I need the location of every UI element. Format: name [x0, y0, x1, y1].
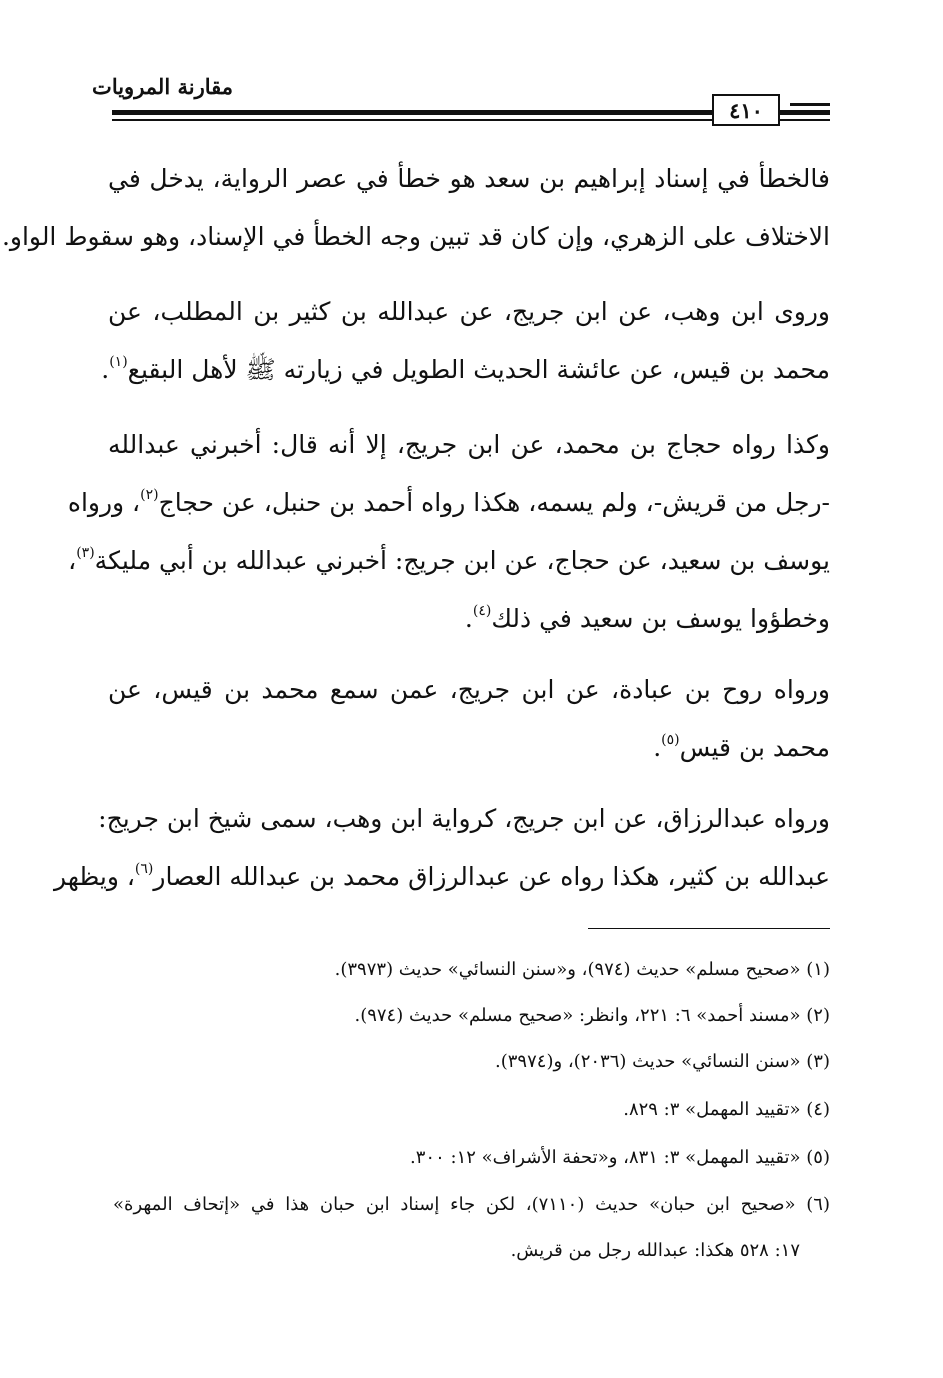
text-segment: ، ورواه	[67, 488, 141, 517]
footnote-5: (٥) «تقييد المهمل» ٣: ٨٣١، و«تحفة الأشراف» ١٢: ٣٠٠.	[410, 1147, 830, 1168]
footnote-ref-3[interactable]: (٣)	[76, 545, 95, 561]
footnote-6-continuation: ١٧: ٥٢٨ هكذا: عبدالله رجل من قريش.	[510, 1240, 800, 1261]
footnote-ref-2[interactable]: (٢)	[140, 487, 159, 503]
footnote-4: (٤) «تقييد المهمل» ٣: ٨٢٩.	[623, 1099, 830, 1120]
text-segment: عبدالله بن كثير، هكذا رواه عن عبدالرزاق محمد بن عبدالله العصار	[153, 862, 830, 891]
text-segment: .	[101, 355, 110, 384]
text-segment: ،	[68, 546, 77, 575]
text-line: ورواه روح بن عبادة، عن ابن جريج، عمن سمع محمد بن قيس، عن	[108, 675, 830, 704]
paragraph-3	[67, 416, 830, 648]
footnote-ref-4[interactable]: (٤)	[472, 603, 492, 619]
text-line	[68, 532, 830, 590]
footnote-2: (٢) «مسند أحمد» ٦: ٢٢١، وانظر: «صحيح مسلم» حديث (٩٧٤).	[354, 1005, 830, 1026]
footnote-6: (٦) «صحيح ابن حبان» حديث (٧١١٠)، لكن جاء إسناد ابن حبان هذا في «إتحاف المهرة»	[113, 1194, 830, 1215]
text-segment: .	[464, 604, 473, 633]
text-line: وروى ابن وهب، عن ابن جريج، عن عبدالله بن كثير بن المطلب، عن	[108, 297, 830, 326]
footnote-ref-1[interactable]: (١)	[109, 354, 128, 370]
text-line: فالخطأ في إسناد إبراهيم بن سعد هو خطأ في عصر الرواية، يدخل في	[108, 164, 830, 193]
footnote-separator	[588, 928, 830, 929]
text-segment: ، ويظهر	[54, 862, 135, 891]
text-segment: -رجل من قريش-، ولم يسمه، هكذا رواه أحمد بن حنبل، عن حجاج	[158, 488, 830, 517]
text-segment: يوسف بن سعيد، عن حجاج، عن ابن جريج: أخبرني عبدالله بن أبي مليكة	[94, 546, 830, 575]
text-line	[101, 341, 830, 399]
footnote-1: (١) «صحيح مسلم» حديث (٩٧٤)، و«سنن النسائي» حديث (٣٩٧٣).	[334, 959, 830, 980]
text-segment: وخطؤوا يوسف بن سعيد في ذلك	[491, 604, 830, 633]
page-number-text: ٤١٠	[729, 97, 763, 123]
footnote-ref-6[interactable]: (٦)	[134, 861, 154, 877]
text-line	[108, 590, 830, 648]
text-line	[54, 848, 830, 906]
paragraph-5	[54, 790, 830, 906]
footnote-3: (٣) «سنن النسائي» حديث (٢٠٣٦)، و(٣٩٧٤).	[495, 1051, 830, 1072]
text-line: ورواه عبدالرزاق، عن ابن جريج، كرواية ابن وهب، سمى شيخ ابن جريج:	[98, 804, 830, 833]
text-segment: محمد بن قيس، عن عائشة الحديث الطويل في زيارته ﷺ لأهل البقيع	[127, 355, 830, 384]
paragraph-1	[1, 150, 830, 266]
page-number-dash	[790, 111, 830, 114]
text-line: الاختلاف على الزهري، وإن كان قد تبين وجه الخطأ في الإسناد، وهو سقوط الواو.	[1, 222, 830, 251]
paragraph-2	[101, 283, 830, 399]
page-number-dash	[790, 103, 830, 106]
running-header-title: مقارنة المرويات	[92, 74, 233, 99]
page-number	[712, 94, 780, 126]
text-line: وكذا رواه حجاج بن محمد، عن ابن جريج، إلا أنه قال: أخبرني عبدالله	[108, 430, 830, 459]
text-segment: محمد بن قيس	[679, 733, 830, 762]
text-line	[108, 719, 830, 777]
text-segment: .	[653, 733, 662, 762]
text-line	[67, 474, 830, 532]
footnote-ref-5[interactable]: (٥)	[661, 732, 680, 748]
paragraph-4	[108, 661, 830, 777]
